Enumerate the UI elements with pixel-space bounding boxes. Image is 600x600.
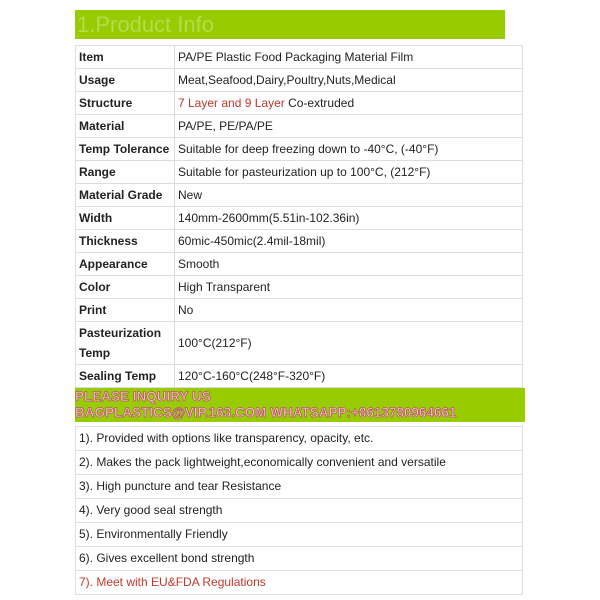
table-row [76,322,523,365]
row-label: Color [76,276,175,299]
feature-list [75,426,523,595]
row-label: Structure [76,92,175,115]
row-label: Temp Tolerance [76,138,175,161]
row-value: High Transparent [175,276,523,299]
row-value: PA/PE Plastic Food Packaging Material Film [175,46,523,69]
row-label: Pasteurization Temp [76,322,175,365]
row-label: Material Grade [76,184,175,207]
row-label: Width [76,207,175,230]
table-row [76,365,523,388]
row-value: 60mic-450mic(2.4mil-18mil) [175,230,523,253]
row-label: Material [76,115,175,138]
row-value: 140mm-2600mm(5.51in-102.36in) [175,207,523,230]
product-info-table [75,45,523,388]
table-row [76,161,523,184]
row-value: 100°C(212°F) [175,322,523,365]
feature-item: 3). High puncture and tear Resistance [75,475,523,499]
table-row [76,69,523,92]
row-value: Suitable for pasteurization up to 100°C, (212°F) [175,161,523,184]
watermark-line-1: PLEASE INQUIRY US [75,389,211,404]
row-value: 120°C-160°C(248°F-320°F) [175,365,523,388]
row-label: Appearance [76,253,175,276]
table-row [76,115,523,138]
table-row [76,230,523,253]
inquiry-watermark [75,388,525,422]
feature-item: 6). Gives excellent bond strength [75,547,523,571]
feature-item: 2). Makes the pack lightweight,economically convenient and versatile [75,451,523,475]
feature-item: 4). Very good seal strength [75,499,523,523]
table-row [76,184,523,207]
row-label: Range [76,161,175,184]
row-label: Print [76,299,175,322]
table-row [76,92,523,115]
row-value: Suitable for deep freezing down to -40°C, (-40°F) [175,138,523,161]
table-row [76,299,523,322]
value-highlight: 7 Layer and 9 Layer [178,96,285,110]
table-row [76,276,523,299]
section-title: 1.Product Info [75,10,505,39]
row-value: Meat,Seafood,Dairy,Poultry,Nuts,Medical [175,69,523,92]
table-row [76,138,523,161]
page-content [75,10,525,595]
table-row [76,46,523,69]
table-row [76,253,523,276]
feature-item: 1). Provided with options like transparency, opacity, etc. [75,426,523,451]
row-value: No [175,299,523,322]
row-label: Thickness [76,230,175,253]
row-label: Item [76,46,175,69]
feature-item: 7). Meet with EU&FDA Regulations [75,571,523,595]
row-value: 7 Layer and 9 Layer Co-extruded [175,92,523,115]
row-label: Usage [76,69,175,92]
table-row [76,207,523,230]
row-value: New [175,184,523,207]
watermark-line-2: BAGPLASTICS@VIP.163.COM WHATSAPP:+8613780964661 [75,405,457,420]
feature-item: 5). Environmentally Friendly [75,523,523,547]
row-value: PA/PE, PE/PA/PE [175,115,523,138]
row-value: Smooth [175,253,523,276]
row-label: Sealing Temp [76,365,175,388]
